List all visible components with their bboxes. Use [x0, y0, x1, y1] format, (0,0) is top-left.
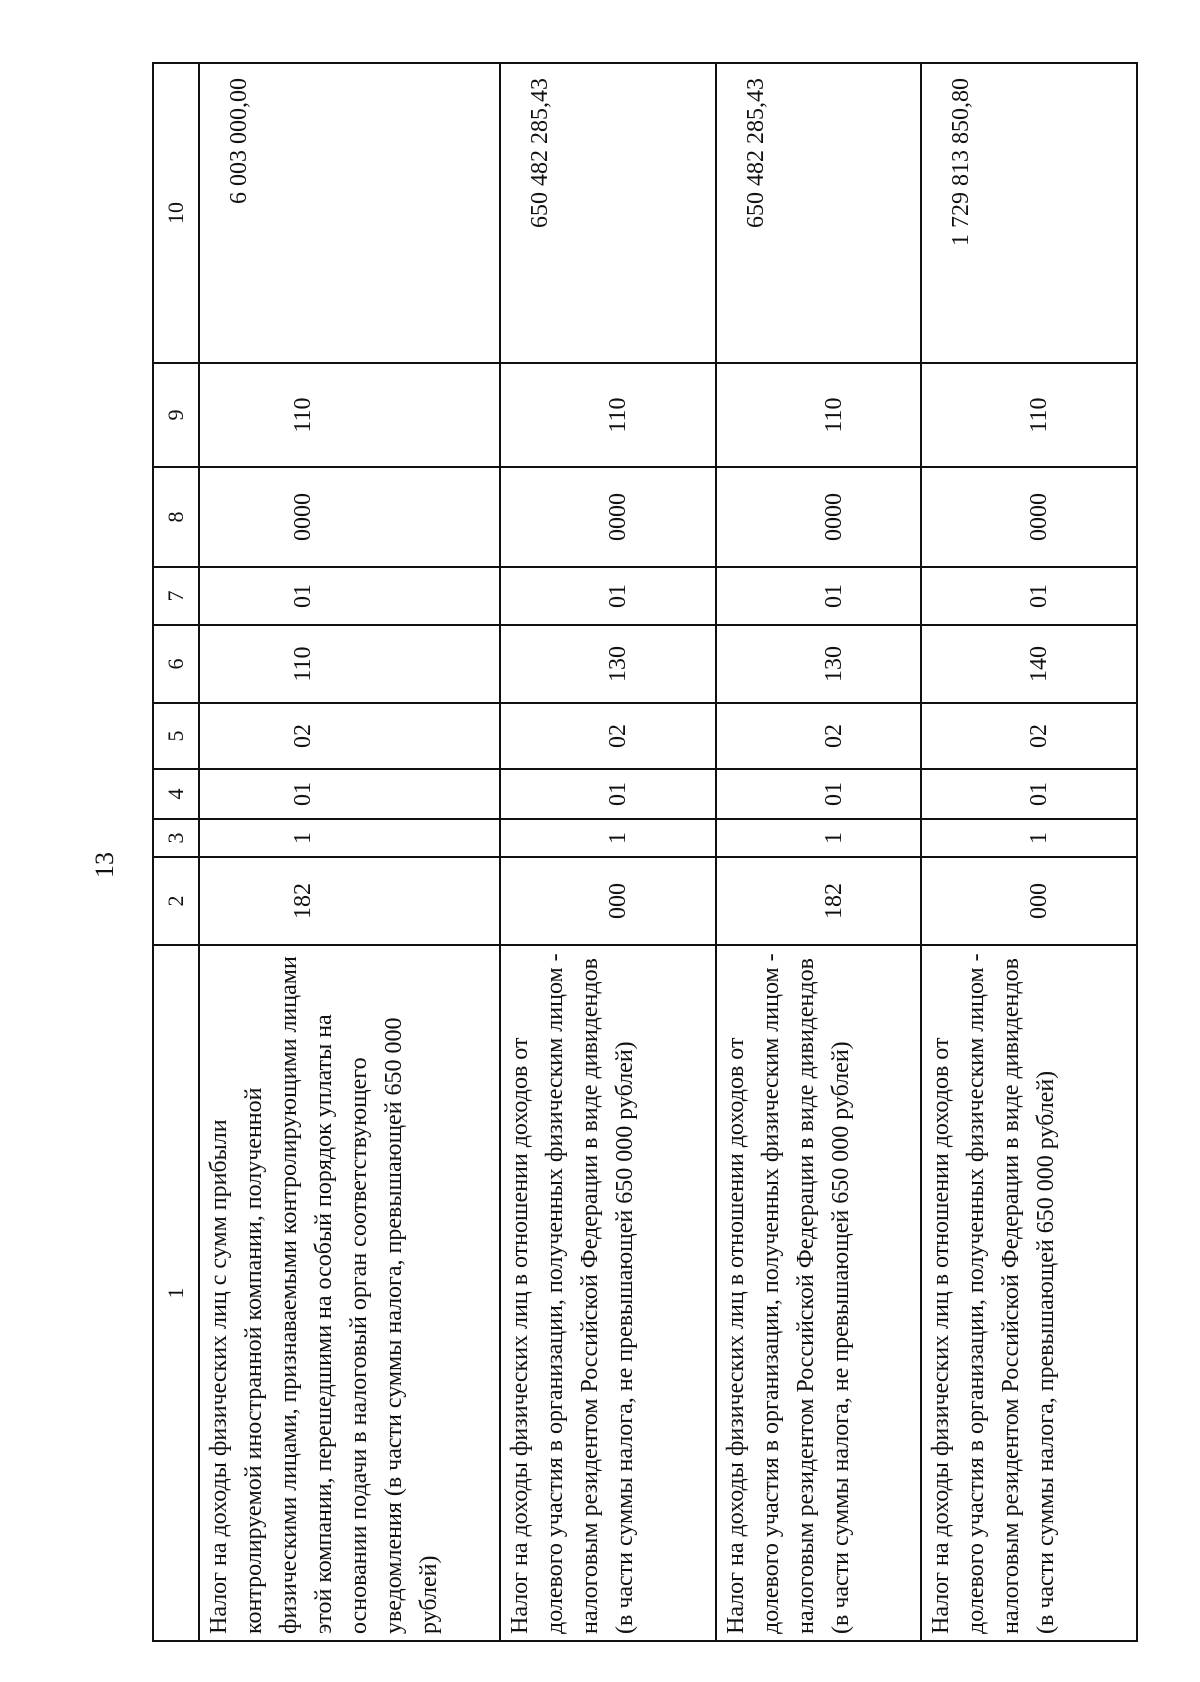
- row-3-amount: 650 482 285,43: [716, 63, 920, 363]
- row-2-amount: 650 482 285,43: [500, 63, 716, 363]
- row-3-col-5: 02: [716, 703, 920, 769]
- row-3-col-9: 110: [716, 363, 920, 467]
- row-1-col-4: 01: [199, 769, 501, 819]
- header-col-3: 3: [153, 819, 199, 857]
- row-1-amount: 6 003 000,00: [199, 63, 501, 363]
- row-2-col-3: 1: [500, 819, 716, 857]
- row-3-description: Налог на доходы физических лиц в отношении доходов от долевого участия в организации, полученных физическим лицом - налоговым резидентом Российской Федерации в виде дивидендов (в части суммы налога, не превышающей 650 000 рублей): [716, 945, 920, 1641]
- table-row: [716, 63, 920, 1641]
- row-4-col-2: 000: [921, 857, 1137, 945]
- row-2-col-8: 0000: [500, 467, 716, 567]
- row-3-col-4: 01: [716, 769, 920, 819]
- header-col-6: 6: [153, 625, 199, 703]
- row-3-col-8: 0000: [716, 467, 920, 567]
- row-4-col-8: 0000: [921, 467, 1137, 567]
- row-4-col-6: 140: [921, 625, 1137, 703]
- row-1-description: Налог на доходы физических лиц с сумм прибыли контролируемой иностранной компании, полученной физическими лицами, признаваемыми контролирующими лицами этой компании, перешедшими на особый порядок уплаты на основании подачи в налоговый орган соответствующего уведомления (в части суммы налога, превышающей 650 000 рублей): [199, 945, 501, 1641]
- row-2-col-6: 130: [500, 625, 716, 703]
- header-col-4: 4: [153, 769, 199, 819]
- row-1-col-6: 110: [199, 625, 501, 703]
- budget-table-rotated: [152, 64, 1138, 1642]
- row-2-col-2: 000: [500, 857, 716, 945]
- row-3-col-2: 182: [716, 857, 920, 945]
- row-2-col-9: 110: [500, 363, 716, 467]
- row-4-col-4: 01: [921, 769, 1137, 819]
- row-4-amount: 1 729 813 850,80: [921, 63, 1137, 363]
- header-col-2: 2: [153, 857, 199, 945]
- header-col-9: 9: [153, 363, 199, 467]
- row-3-col-7: 01: [716, 567, 920, 625]
- row-4-col-5: 02: [921, 703, 1137, 769]
- row-3-col-6: 130: [716, 625, 920, 703]
- row-4-col-3: 1: [921, 819, 1137, 857]
- row-1-col-3: 1: [199, 819, 501, 857]
- row-1-col-7: 01: [199, 567, 501, 625]
- budget-table: [152, 62, 1138, 1642]
- table-row: [199, 63, 501, 1641]
- row-2-description: Налог на доходы физических лиц в отношении доходов от долевого участия в организации, полученных физическим лицом - налоговым резидентом Российской Федерации в виде дивидендов (в части суммы налога, не превышающей 650 000 рублей): [500, 945, 716, 1641]
- header-col-1: 1: [153, 945, 199, 1641]
- row-4-col-7: 01: [921, 567, 1137, 625]
- row-1-col-5: 02: [199, 703, 501, 769]
- table-row: [921, 63, 1137, 1641]
- row-4-col-9: 110: [921, 363, 1137, 467]
- row-2-col-5: 02: [500, 703, 716, 769]
- header-col-7: 7: [153, 567, 199, 625]
- row-2-col-4: 01: [500, 769, 716, 819]
- table-row: [500, 63, 716, 1641]
- row-1-col-9: 110: [199, 363, 501, 467]
- page-number: 13: [90, 852, 119, 878]
- row-1-col-2: 182: [199, 857, 501, 945]
- row-4-description: Налог на доходы физических лиц в отношении доходов от долевого участия в организации, полученных физическим лицом - налоговым резидентом Российской Федерации в виде дивидендов (в части суммы налога, превышающей 650 000 рублей): [921, 945, 1137, 1641]
- header-col-10: 10: [153, 63, 199, 363]
- header-col-5: 5: [153, 703, 199, 769]
- header-col-8: 8: [153, 467, 199, 567]
- row-2-col-7: 01: [500, 567, 716, 625]
- row-3-col-3: 1: [716, 819, 920, 857]
- header-row: [153, 63, 199, 1641]
- row-1-col-8: 0000: [199, 467, 501, 567]
